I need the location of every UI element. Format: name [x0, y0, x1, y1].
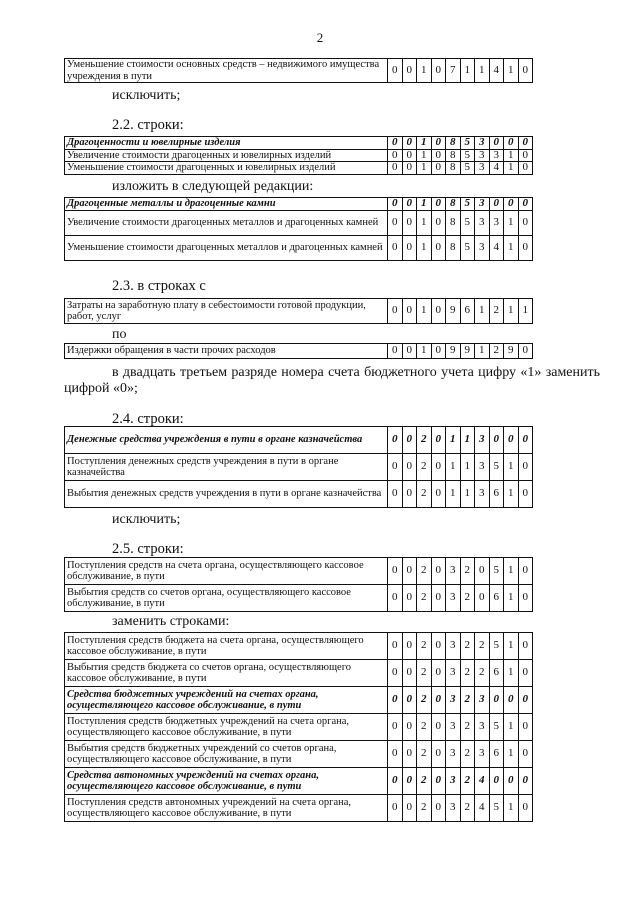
- code-digit: 0: [388, 299, 403, 324]
- code-digit: 4: [489, 59, 504, 83]
- code-digit: 0: [402, 137, 417, 150]
- code-digit: 0: [431, 235, 446, 260]
- code-digit: 3: [446, 633, 461, 660]
- code-digit: 8: [446, 235, 461, 260]
- code-digit: 0: [402, 585, 417, 612]
- code-digit: 0: [402, 59, 417, 83]
- code-digit: 1: [504, 714, 519, 741]
- code-digit: 0: [388, 427, 403, 454]
- code-digit: 1: [417, 210, 432, 235]
- code-digit: 1: [417, 299, 432, 324]
- code-digit: 3: [475, 198, 490, 211]
- code-digit: 1: [504, 299, 519, 324]
- code-digit: 3: [475, 741, 490, 768]
- table-row: [65, 149, 533, 162]
- code-digit: 2: [475, 660, 490, 687]
- code-digit: 3: [446, 558, 461, 585]
- code-digit: 2: [460, 687, 475, 714]
- code-digit: 8: [446, 198, 461, 211]
- code-digit: 0: [518, 162, 533, 175]
- code-digit: 1: [417, 162, 432, 175]
- code-digit: 8: [446, 210, 461, 235]
- code-digit: 0: [388, 741, 403, 768]
- code-digit: 2: [460, 795, 475, 822]
- code-digit: 3: [475, 235, 490, 260]
- row-label: Поступления средств бюджета на счета органа, осуществляющего кассовое обслуживание, в пути: [65, 633, 388, 660]
- code-digit: 3: [446, 714, 461, 741]
- code-digit: 1: [417, 198, 432, 211]
- code-digit: 1: [475, 299, 490, 324]
- code-digit: 0: [489, 687, 504, 714]
- code-digit: 0: [388, 558, 403, 585]
- code-digit: 0: [504, 198, 519, 211]
- code-digit: 2: [460, 768, 475, 795]
- code-digit: 3: [446, 585, 461, 612]
- account-table: [64, 632, 533, 822]
- code-digit: 3: [446, 795, 461, 822]
- code-digit: 3: [475, 687, 490, 714]
- code-digit: 0: [402, 299, 417, 324]
- code-digit: 0: [518, 558, 533, 585]
- code-digit: 0: [402, 454, 417, 481]
- code-digit: 5: [489, 714, 504, 741]
- code-digit: 0: [388, 660, 403, 687]
- code-digit: 0: [518, 59, 533, 83]
- code-digit: 1: [504, 149, 519, 162]
- code-digit: 5: [489, 795, 504, 822]
- code-digit: 0: [431, 454, 446, 481]
- code-digit: 1: [518, 299, 533, 324]
- row-label: Уменьшение стоимости драгоценных и ювелирных изделий: [65, 162, 388, 175]
- code-digit: 3: [475, 137, 490, 150]
- code-digit: 0: [518, 149, 533, 162]
- instruction-text: исключить;: [112, 88, 181, 103]
- code-digit: 0: [388, 633, 403, 660]
- code-digit: 3: [475, 162, 490, 175]
- code-digit: 1: [417, 235, 432, 260]
- code-digit: 5: [460, 210, 475, 235]
- code-digit: 0: [518, 687, 533, 714]
- code-digit: 5: [460, 149, 475, 162]
- code-digit: 5: [489, 633, 504, 660]
- code-digit: 0: [518, 768, 533, 795]
- code-digit: 1: [504, 633, 519, 660]
- code-digit: 0: [402, 714, 417, 741]
- code-digit: 1: [446, 454, 461, 481]
- section-heading: 2.5. строки:: [112, 541, 184, 557]
- code-digit: 3: [446, 741, 461, 768]
- code-digit: 0: [504, 687, 519, 714]
- code-digit: 0: [431, 344, 446, 359]
- table-row: [65, 137, 533, 150]
- code-digit: 2: [460, 558, 475, 585]
- table-row: [65, 235, 533, 260]
- code-digit: 0: [388, 149, 403, 162]
- code-digit: 1: [504, 59, 519, 83]
- table-row: [65, 795, 533, 822]
- code-digit: 5: [460, 235, 475, 260]
- code-digit: 0: [388, 344, 403, 359]
- code-digit: 1: [475, 59, 490, 83]
- table-row: [65, 59, 533, 83]
- code-digit: 0: [431, 198, 446, 211]
- code-digit: 3: [475, 481, 490, 508]
- account-table: [64, 136, 533, 175]
- code-digit: 0: [402, 344, 417, 359]
- section-heading: 2.4. строки:: [112, 411, 184, 427]
- section-heading: 2.3. в строках с: [112, 278, 206, 294]
- code-digit: 0: [518, 454, 533, 481]
- code-digit: 5: [460, 162, 475, 175]
- row-label: Поступления денежных средств учреждения в пути в органе казначейства: [65, 454, 388, 481]
- code-digit: 3: [489, 210, 504, 235]
- code-digit: 2: [417, 633, 432, 660]
- code-digit: 0: [475, 558, 490, 585]
- code-digit: 2: [417, 741, 432, 768]
- code-digit: 0: [431, 795, 446, 822]
- code-digit: 1: [417, 344, 432, 359]
- table-row: [65, 481, 533, 508]
- table-row: [65, 162, 533, 175]
- code-digit: 1: [504, 660, 519, 687]
- code-digit: 0: [518, 344, 533, 359]
- code-digit: 0: [431, 687, 446, 714]
- code-digit: 1: [460, 454, 475, 481]
- row-label: Средства автономных учреждений на счетах органа, осуществляющего кассовое обслуживание, в пути: [65, 768, 388, 795]
- code-digit: 1: [504, 235, 519, 260]
- code-digit: 6: [460, 299, 475, 324]
- code-digit: 0: [518, 714, 533, 741]
- code-digit: 0: [431, 768, 446, 795]
- code-digit: 3: [489, 149, 504, 162]
- code-digit: 0: [518, 198, 533, 211]
- table-row: [65, 768, 533, 795]
- row-label: Драгоценные металлы и драгоценные камни: [65, 198, 388, 211]
- code-digit: 9: [446, 344, 461, 359]
- code-digit: 1: [460, 59, 475, 83]
- code-digit: 0: [402, 235, 417, 260]
- table-row: [65, 344, 533, 359]
- code-digit: 3: [446, 687, 461, 714]
- code-digit: 0: [504, 427, 519, 454]
- code-digit: 1: [417, 149, 432, 162]
- instruction-text: исключить;: [112, 512, 181, 527]
- code-digit: 1: [446, 481, 461, 508]
- code-digit: 5: [489, 558, 504, 585]
- row-label: Выбытия средств со счетов органа, осуществляющего кассовое обслуживание, в пути: [65, 585, 388, 612]
- code-digit: 1: [446, 427, 461, 454]
- code-digit: 6: [489, 585, 504, 612]
- instruction-text: заменить строками:: [112, 614, 230, 629]
- code-digit: 0: [518, 481, 533, 508]
- row-label: Выбытия средств бюджета со счетов органа, осуществляющего кассовое обслуживание, в пути: [65, 660, 388, 687]
- account-table: [64, 197, 533, 261]
- table-row: [65, 299, 533, 324]
- code-digit: 0: [388, 585, 403, 612]
- row-label: Выбытия средств бюджетных учреждений со счетов органа, осуществляющего кассовое обслуживание, в пути: [65, 741, 388, 768]
- code-digit: 6: [489, 660, 504, 687]
- code-digit: 2: [460, 714, 475, 741]
- code-digit: 2: [475, 633, 490, 660]
- code-digit: 9: [446, 299, 461, 324]
- table-row: [65, 714, 533, 741]
- code-digit: 3: [475, 454, 490, 481]
- code-digit: 1: [417, 59, 432, 83]
- code-digit: 0: [489, 198, 504, 211]
- page-number: 2: [316, 30, 324, 45]
- code-digit: 0: [518, 633, 533, 660]
- code-digit: 8: [446, 162, 461, 175]
- code-digit: 0: [431, 633, 446, 660]
- code-digit: 1: [475, 344, 490, 359]
- row-label: Увеличение стоимости драгоценных и ювелирных изделий: [65, 149, 388, 162]
- code-digit: 0: [402, 633, 417, 660]
- code-digit: 0: [489, 427, 504, 454]
- code-digit: 2: [417, 687, 432, 714]
- code-digit: 0: [431, 660, 446, 687]
- code-digit: 0: [402, 768, 417, 795]
- code-digit: 1: [504, 210, 519, 235]
- row-label: Средства бюджетных учреждений на счетах органа, осуществляющего кассовое обслуживание, в пути: [65, 687, 388, 714]
- code-digit: 0: [402, 198, 417, 211]
- code-digit: 0: [402, 149, 417, 162]
- code-digit: 0: [388, 59, 403, 83]
- code-digit: 2: [417, 454, 432, 481]
- code-digit: 4: [475, 768, 490, 795]
- code-digit: 0: [431, 162, 446, 175]
- code-digit: 0: [431, 427, 446, 454]
- code-digit: 5: [489, 454, 504, 481]
- code-digit: 1: [504, 795, 519, 822]
- code-digit: 3: [475, 714, 490, 741]
- code-digit: 4: [475, 795, 490, 822]
- code-digit: 0: [402, 558, 417, 585]
- code-digit: 0: [431, 137, 446, 150]
- table-row: [65, 633, 533, 660]
- row-label: Денежные средства учреждения в пути в органе казначейства: [65, 427, 388, 454]
- code-digit: 0: [402, 741, 417, 768]
- code-digit: 3: [475, 427, 490, 454]
- code-digit: 1: [504, 162, 519, 175]
- code-digit: 0: [475, 585, 490, 612]
- row-label: Поступления средств бюджетных учреждений на счета органа, осуществляющего кассовое обслуживание, в пути: [65, 714, 388, 741]
- code-digit: 0: [518, 741, 533, 768]
- code-digit: 0: [518, 585, 533, 612]
- row-label: Уменьшение стоимости основных средств – недвижимого имущества учреждения в пути: [65, 59, 388, 83]
- code-digit: 3: [446, 768, 461, 795]
- row-label: Увеличение стоимости драгоценных металлов и драгоценных камней: [65, 210, 388, 235]
- code-digit: 1: [460, 427, 475, 454]
- code-digit: 9: [504, 344, 519, 359]
- code-digit: 0: [388, 235, 403, 260]
- code-digit: 6: [489, 741, 504, 768]
- code-digit: 4: [489, 235, 504, 260]
- code-digit: 2: [417, 795, 432, 822]
- code-digit: 2: [417, 714, 432, 741]
- code-digit: 4: [489, 162, 504, 175]
- code-digit: 0: [431, 59, 446, 83]
- code-digit: 0: [431, 481, 446, 508]
- code-digit: 0: [431, 741, 446, 768]
- account-table: [64, 557, 533, 612]
- code-digit: 2: [460, 741, 475, 768]
- code-digit: 2: [417, 481, 432, 508]
- row-label: Затраты на заработную плату в себестоимости готовой продукции, работ, услуг: [65, 299, 388, 324]
- instruction-text: изложить в следующей редакции:: [112, 179, 314, 194]
- code-digit: 3: [475, 210, 490, 235]
- code-digit: 0: [388, 714, 403, 741]
- code-digit: 0: [402, 660, 417, 687]
- account-table: [64, 343, 533, 359]
- code-digit: 0: [518, 795, 533, 822]
- code-digit: 0: [431, 558, 446, 585]
- code-digit: 0: [388, 687, 403, 714]
- row-label: Поступления средств автономных учреждений на счета органа, осуществляющего кассовое обслуживание, в пути: [65, 795, 388, 822]
- code-digit: 2: [417, 660, 432, 687]
- code-digit: 9: [460, 344, 475, 359]
- code-digit: 3: [446, 660, 461, 687]
- code-digit: 0: [431, 714, 446, 741]
- code-digit: 0: [489, 137, 504, 150]
- row-label: Издержки обращения в части прочих расходов: [65, 344, 388, 359]
- code-digit: 0: [504, 768, 519, 795]
- code-digit: 0: [431, 299, 446, 324]
- code-digit: 0: [388, 210, 403, 235]
- code-digit: 1: [417, 137, 432, 150]
- code-digit: 0: [518, 660, 533, 687]
- paragraph-text: в двадцать третьем разряде номера счета бюджетного учета цифру «1» заменить цифрой «0»;: [64, 365, 600, 396]
- row-label: Выбытия денежных средств учреждения в пути в органе казначейства: [65, 481, 388, 508]
- code-digit: 3: [475, 149, 490, 162]
- code-digit: 1: [504, 741, 519, 768]
- code-digit: 0: [489, 768, 504, 795]
- table-row: [65, 585, 533, 612]
- account-table: [64, 298, 533, 324]
- code-digit: 0: [402, 795, 417, 822]
- code-digit: 2: [460, 585, 475, 612]
- code-digit: 2: [417, 768, 432, 795]
- code-digit: 0: [431, 210, 446, 235]
- code-digit: 0: [388, 795, 403, 822]
- code-digit: 0: [388, 454, 403, 481]
- table-row: [65, 660, 533, 687]
- code-digit: 0: [518, 137, 533, 150]
- code-digit: 5: [460, 198, 475, 211]
- code-digit: 1: [504, 585, 519, 612]
- instruction-text: по: [112, 327, 127, 342]
- account-table: [64, 58, 533, 83]
- code-digit: 1: [504, 454, 519, 481]
- table-row: [65, 454, 533, 481]
- code-digit: 0: [388, 481, 403, 508]
- code-digit: 2: [460, 633, 475, 660]
- code-digit: 6: [489, 481, 504, 508]
- section-heading: 2.2. строки:: [112, 117, 184, 133]
- code-digit: 2: [489, 344, 504, 359]
- code-digit: 2: [417, 585, 432, 612]
- account-table: [64, 426, 533, 508]
- code-digit: 0: [402, 481, 417, 508]
- code-digit: 0: [431, 585, 446, 612]
- table-row: [65, 687, 533, 714]
- code-digit: 0: [518, 210, 533, 235]
- code-digit: 0: [388, 768, 403, 795]
- code-digit: 8: [446, 137, 461, 150]
- row-label: Уменьшение стоимости драгоценных металлов и драгоценных камней: [65, 235, 388, 260]
- table-row: [65, 741, 533, 768]
- code-digit: 1: [460, 481, 475, 508]
- code-digit: 2: [417, 427, 432, 454]
- code-digit: 1: [504, 558, 519, 585]
- code-digit: 0: [388, 162, 403, 175]
- row-label: Драгоценности и ювелирные изделия: [65, 137, 388, 150]
- code-digit: 0: [388, 137, 403, 150]
- code-digit: 0: [388, 198, 403, 211]
- code-digit: 0: [518, 235, 533, 260]
- code-digit: 0: [402, 162, 417, 175]
- code-digit: 5: [460, 137, 475, 150]
- code-digit: 0: [402, 687, 417, 714]
- code-digit: 0: [518, 427, 533, 454]
- code-digit: 0: [504, 137, 519, 150]
- row-label: Поступления средств на счета органа, осуществляющего кассовое обслуживание, в пути: [65, 558, 388, 585]
- code-digit: 0: [431, 149, 446, 162]
- code-digit: 0: [402, 427, 417, 454]
- table-row: [65, 198, 533, 211]
- table-row: [65, 427, 533, 454]
- table-row: [65, 558, 533, 585]
- code-digit: 1: [504, 481, 519, 508]
- code-digit: 2: [489, 299, 504, 324]
- code-digit: 7: [446, 59, 461, 83]
- table-row: [65, 210, 533, 235]
- code-digit: 0: [402, 210, 417, 235]
- code-digit: 2: [460, 660, 475, 687]
- code-digit: 8: [446, 149, 461, 162]
- code-digit: 2: [417, 558, 432, 585]
